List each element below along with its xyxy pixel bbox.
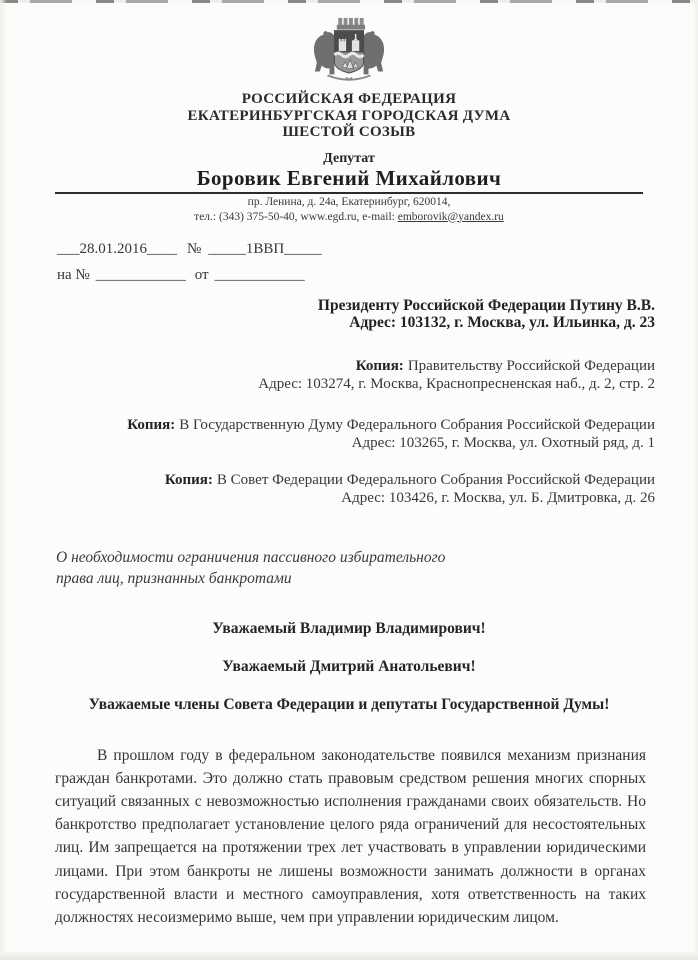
- incoming-date-blank: ____________: [214, 266, 305, 283]
- letterhead-rule: [55, 192, 643, 194]
- salutation-parliament: Уважаемые члены Совета Федерации и депутаты Государственной Думы!: [88, 695, 610, 713]
- copy-addressee-government: [0, 357, 655, 393]
- letterhead-convocation: ШЕСТОЙ СОЗЫВ: [282, 124, 416, 140]
- outgoing-number: _____1ВВП_____: [208, 240, 322, 257]
- outgoing-date: ___28.01.2016____: [57, 240, 177, 257]
- scan-edge-left: [0, 0, 7, 960]
- letterhead-country: РОССИЙСКАЯ ФЕДЕРАЦИЯ: [241, 91, 457, 107]
- contact-phone-line: [0, 211, 698, 224]
- copy-recipient-line: [0, 357, 655, 375]
- letter-body-paragraph: В прошлом году в федеральном законодательстве появился механизм признания граждан банкротами. Это должно стать правовым средством решения многих спорных ситуаций связанных с невозможностью исполнения гражданами своих обязательств. Но банкротство предполагает установление целого ряда ограничений для несостоятельных лиц. Им запрещается на протяжении трех лет участвовать в управлении юридическими лицами. При этом банкроты не лишены возможности занимать должности в органах государственной власти и местного самоуправления, хотя ответственность на таких должностях несоизмеримо выше, чем при управлении юридическим лицом.: [55, 746, 646, 926]
- copy-address-line: Адрес: 103265, г. Москва, ул. Охотный ряд, д. 1: [351, 434, 655, 451]
- letter-subject: О необходимости ограничения пассивного избирательного права лиц, признанных банкротами: [56, 548, 446, 587]
- copy-address-line: Адрес: 103274, г. Москва, Краснопресненская наб., д. 2, стр. 2: [258, 375, 655, 392]
- reference-incoming-row: [57, 267, 698, 284]
- scan-edge-bottom: [0, 952, 698, 960]
- primary-addressee-name: Президенту Российской Федерации Путину В.В.: [317, 296, 655, 314]
- scan-edge-right: [692, 0, 698, 960]
- primary-addressee: [0, 297, 655, 332]
- copy-recipient: В Государственную Думу Федерального Собрания Российской Федерации: [179, 416, 655, 433]
- number-sign: №: [187, 240, 202, 257]
- contact-address: пр. Ленина, д. 24а, Екатеринбург, 620014,: [247, 195, 451, 208]
- contact-email: emborovik@yandex.ru: [397, 210, 504, 223]
- copy-recipient: В Совет Федерации Федерального Собрания Российской Федерации: [216, 471, 655, 488]
- incoming-number-blank: ____________: [95, 266, 186, 283]
- scan-edge-top: [0, 0, 698, 3]
- copy-recipient-line: [0, 416, 655, 434]
- primary-addressee-address: Адрес: 103132, г. Москва, ул. Ильинка, д. 23: [349, 314, 655, 331]
- deputy-position: Депутат: [323, 150, 375, 166]
- letterhead-organization: ЕКАТЕРИНБУРГСКАЯ ГОРОДСКАЯ ДУМА: [187, 107, 511, 124]
- copy-address-line: Адрес: 103426, г. Москва, ул. Б. Дмитровка, д. 26: [341, 489, 655, 506]
- incoming-from-label: от: [194, 266, 209, 283]
- copy-addressee-state-duma: [0, 416, 655, 452]
- copy-label: Копия:: [164, 471, 213, 488]
- addressees: [0, 297, 698, 507]
- salutation-putin: Уважаемый Владимир Владимирович!: [212, 619, 486, 637]
- copy-label: Копия:: [127, 416, 176, 433]
- copy-label: Копия:: [355, 357, 404, 374]
- reference-block: [57, 241, 698, 284]
- copy-addressee-federation-council: [0, 471, 655, 507]
- salutation-medvedev: Уважаемый Дмитрий Анатольевич!: [222, 657, 476, 675]
- copy-recipient-line: [0, 471, 655, 489]
- yekaterinburg-coat-of-arms-icon: [0, 15, 698, 91]
- incoming-prefix: на №: [57, 266, 90, 283]
- contact-phone-site: тел.: (343) 375-50-40, www.egd.ru, e-mail:: [194, 210, 398, 223]
- letterhead: [0, 0, 698, 224]
- deputy-name: Боровик Евгений Михайлович: [196, 165, 502, 190]
- reference-outgoing-row: [57, 241, 698, 258]
- copy-recipient: Правительству Российской Федерации: [407, 357, 655, 374]
